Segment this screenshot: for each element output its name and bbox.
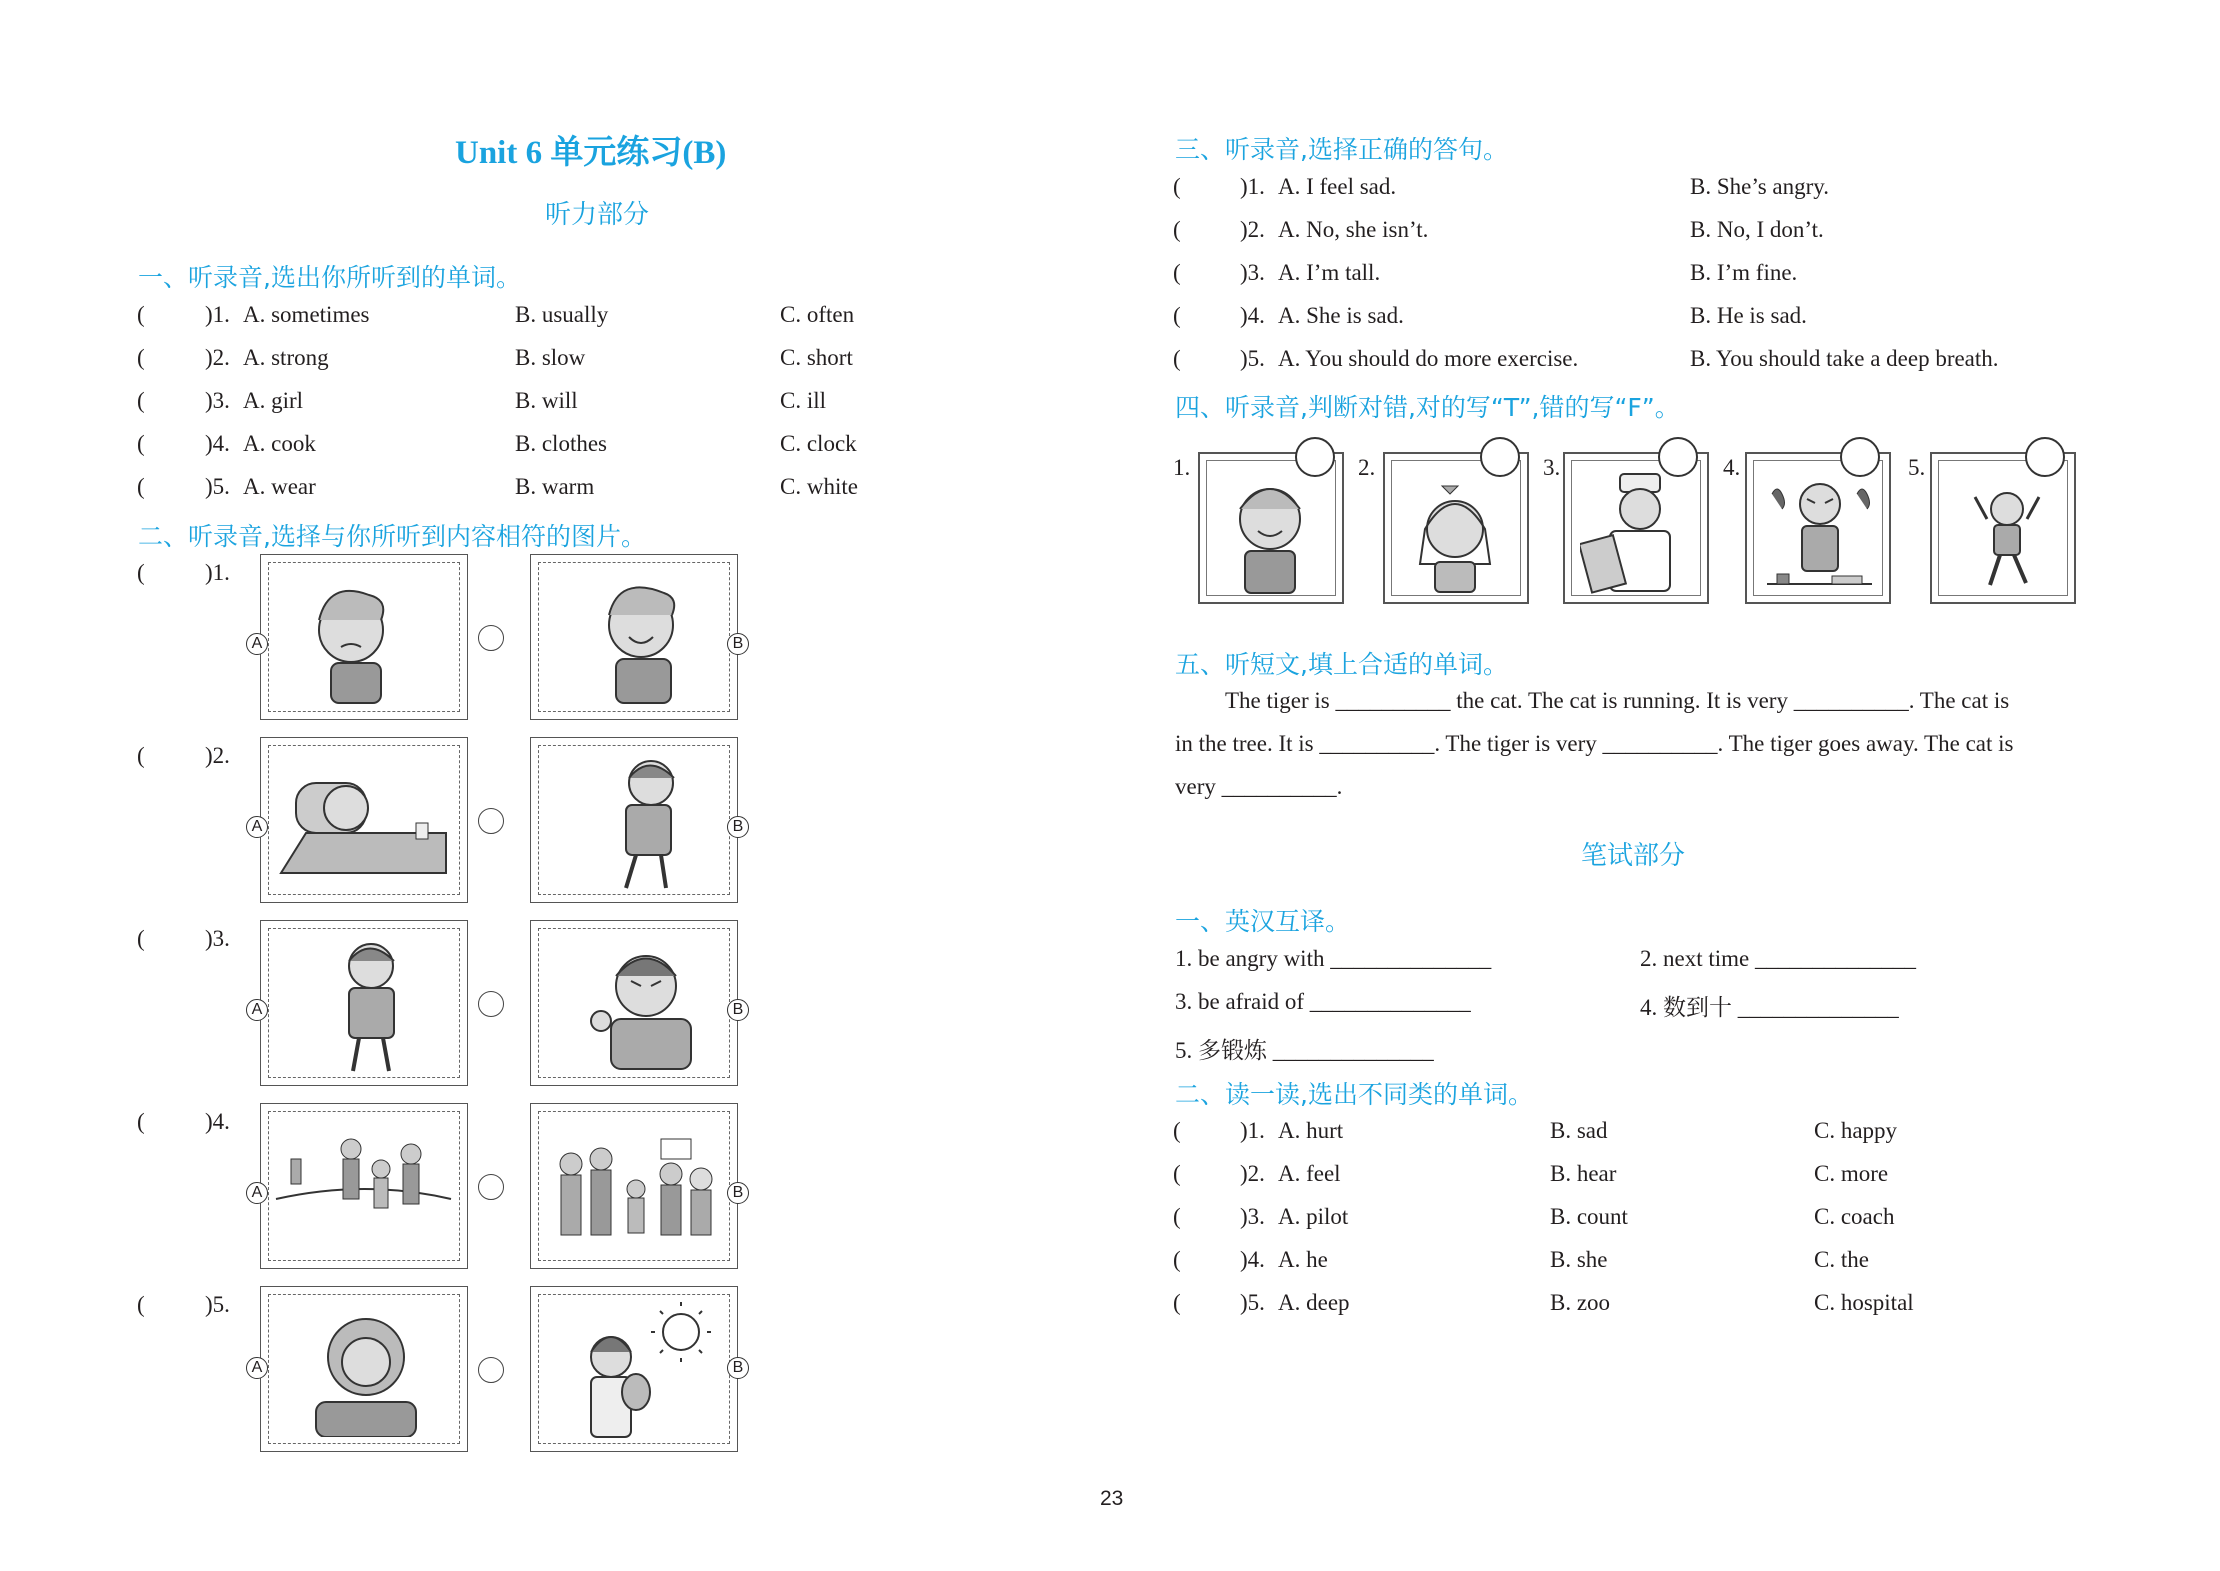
option-b: B. count [1550,1204,1628,1229]
translation-item[interactable]: 4. 数到十 ______________ [1640,995,1899,1020]
picture-option-b[interactable] [530,737,738,903]
option-b: B. hear [1550,1161,1617,1186]
option-a: A. he [1278,1247,1328,1272]
family-walking-illustration [271,1119,456,1259]
answer-paren[interactable]: ( [137,431,145,456]
option-a: A. cook [243,431,316,456]
item-number: )2. [205,743,230,768]
picture-option-b[interactable] [530,554,738,720]
answer-paren[interactable]: ( [137,388,145,413]
passage-line-3: very __________. [1175,774,1343,799]
sick-in-bed-illustration [276,763,456,883]
item-number: )2. [1240,1161,1265,1186]
answer-circle[interactable] [1658,437,1698,477]
answer-paren[interactable]: ( [1173,217,1181,242]
option-c: C. happy [1814,1118,1898,1143]
option-a-label: A [246,1357,268,1379]
answer-paren[interactable]: ( [1173,1118,1181,1143]
option-b: B. slow [515,345,586,370]
item-number: )4. [205,431,230,456]
answer-paren[interactable]: ( [1173,1247,1181,1272]
crying-girl-illustration [1410,484,1505,594]
section2-heading: 二、听录音,选择与你所听到内容相符的图片。 [138,522,646,551]
item-number: )3. [1240,260,1265,285]
connector-ring [478,1357,504,1383]
option-b: B. zoo [1550,1290,1611,1315]
angry-boy-illustration [1762,474,1877,594]
item-number: )3. [1240,1204,1265,1229]
answer-circle[interactable] [2025,437,2065,477]
option-b-label: B [727,816,749,838]
option-b: B. she [1550,1247,1608,1272]
answer-paren[interactable]: ( [1173,303,1181,328]
section3-heading: 三、听录音,选择正确的答句。 [1175,135,1508,164]
item-number: )1. [1240,174,1265,199]
connector-ring [478,1174,504,1200]
option-a-label: A [246,999,268,1021]
item-number: )2. [205,345,230,370]
option-a: A. She is sad. [1278,303,1404,328]
picture-option-a[interactable] [260,920,468,1086]
section1-heading: 一、听录音,选出你所听到的单词。 [138,263,521,292]
answer-paren[interactable]: ( [137,345,145,370]
translation-item[interactable]: 1. be angry with ______________ [1175,946,1492,971]
happy-boy-illustration [1220,479,1320,594]
answer-paren[interactable]: ( [1173,1161,1181,1186]
sad-boy-illustration [291,575,441,705]
connector-ring [478,625,504,651]
option-b: B. No, I don’t. [1690,217,1824,242]
answer-paren[interactable]: ( [1173,1204,1181,1229]
option-b-label: B [727,999,749,1021]
answer-paren[interactable]: ( [137,1109,145,1134]
item-number: 5. [1908,455,1926,480]
option-b: B. You should take a deep breath. [1690,346,1999,371]
item-number: )1. [205,302,230,327]
answer-circle[interactable] [1295,437,1335,477]
option-a: A. feel [1278,1161,1341,1186]
item-number: )4. [1240,303,1265,328]
option-a: A. hurt [1278,1118,1344,1143]
writing1-heading: 一、英汉互译。 [1175,907,1351,936]
option-b: B. He is sad. [1690,303,1807,328]
option-c: C. short [780,345,853,370]
item-number: )1. [205,560,230,585]
item-number: )3. [205,926,230,951]
connector-ring [478,808,504,834]
option-c: C. often [780,302,855,327]
option-a: A. wear [243,474,316,499]
passage-line-2: in the tree. It is __________. The tiger is very __________. The tiger goes away. The cat is [1175,731,2014,756]
option-c: C. clock [780,431,857,456]
listening-header: 听力部分 [545,200,650,230]
option-b: B. I’m fine. [1690,260,1798,285]
item-number: 4. [1723,455,1741,480]
item-number: 2. [1358,455,1376,480]
option-a: A. deep [1278,1290,1350,1315]
picture-option-a[interactable] [260,737,468,903]
translation-item[interactable]: 2. next time ______________ [1640,946,1916,971]
option-c: C. white [780,474,858,499]
jumping-boy-illustration [1962,479,2052,594]
item-number: )5. [205,1292,230,1317]
translation-item[interactable]: 3. be afraid of ______________ [1175,989,1471,1014]
option-b: B. usually [515,302,609,327]
answer-paren[interactable]: ( [1173,346,1181,371]
option-c: C. hospital [1814,1290,1914,1315]
page-number: 23 [1100,1487,1124,1510]
page-title: Unit 6 单元练习(B) [455,135,727,171]
connector-ring [478,991,504,1017]
option-c: C. more [1814,1161,1889,1186]
item-number: 1. [1173,455,1191,480]
item-number: )1. [1240,1118,1265,1143]
option-c: C. the [1814,1247,1869,1272]
option-c: C. ill [780,388,827,413]
answer-paren[interactable]: ( [1173,174,1181,199]
picture-option-b[interactable] [530,1286,738,1452]
tired-man-illustration [581,753,701,893]
picture-option-a[interactable] [260,554,468,720]
writing-header: 笔试部分 [1581,841,1686,871]
option-a: A. girl [243,388,304,413]
happy-boy-illustration [571,575,721,705]
option-b: B. will [515,388,578,413]
answer-paren[interactable]: ( [137,743,145,768]
answer-paren[interactable]: ( [137,1292,145,1317]
option-b: B. clothes [515,431,607,456]
option-b: B. She’s angry. [1690,174,1830,199]
item-number: )4. [205,1109,230,1134]
item-number: )5. [1240,1290,1265,1315]
option-b-label: B [727,633,749,655]
picture-option-a[interactable] [260,1103,468,1269]
item-number: )2. [1240,217,1265,242]
angry-man-illustration [571,941,721,1071]
passage-line-1: The tiger is __________ the cat. The cat is running. It is very __________. The cat is [1225,688,2010,713]
option-a-label: A [246,633,268,655]
item-number: )5. [205,474,230,499]
option-a: A. strong [243,345,329,370]
option-a: A. I’m tall. [1278,260,1381,285]
option-a: A. sometimes [243,302,370,327]
cold-person-illustration [291,1307,441,1437]
option-a: A. You should do more exercise. [1278,346,1579,371]
option-a-label: A [246,816,268,838]
picture-option-b[interactable] [530,920,738,1086]
answer-paren[interactable]: ( [137,560,145,585]
item-number: )4. [1240,1247,1265,1272]
hot-day-illustration [551,1302,721,1442]
answer-paren[interactable]: ( [137,926,145,951]
crying-man-illustration [311,936,431,1076]
writing2-heading: 二、读一读,选出不同类的单词。 [1175,1080,1533,1109]
answer-circle[interactable] [1480,437,1520,477]
answer-paren[interactable]: ( [137,302,145,327]
answer-paren[interactable]: ( [137,474,145,499]
doctor-illustration [1580,469,1695,594]
answer-paren[interactable]: ( [1173,260,1181,285]
option-b-label: B [727,1182,749,1204]
option-b: B. warm [515,474,595,499]
option-a-label: A [246,1182,268,1204]
section5-heading: 五、听短文,填上合适的单词。 [1175,650,1508,679]
option-b-label: B [727,1357,749,1379]
option-b: B. sad [1550,1118,1608,1143]
section4-heading: 四、听录音,判断对错,对的写“T”,错的写“F”。 [1175,393,1680,422]
option-a: A. No, she isn’t. [1278,217,1429,242]
option-a: A. I feel sad. [1278,174,1397,199]
family-at-station-illustration [541,1119,726,1259]
translation-item[interactable]: 5. 多锻炼 ______________ [1175,1038,1434,1063]
picture-option-b[interactable] [530,1103,738,1269]
option-a: A. pilot [1278,1204,1349,1229]
item-number: 3. [1543,455,1561,480]
item-number: )5. [1240,346,1265,371]
picture-option-a[interactable] [260,1286,468,1452]
answer-circle[interactable] [1840,437,1880,477]
answer-paren[interactable]: ( [1173,1290,1181,1315]
option-c: C. coach [1814,1204,1895,1229]
item-number: )3. [205,388,230,413]
